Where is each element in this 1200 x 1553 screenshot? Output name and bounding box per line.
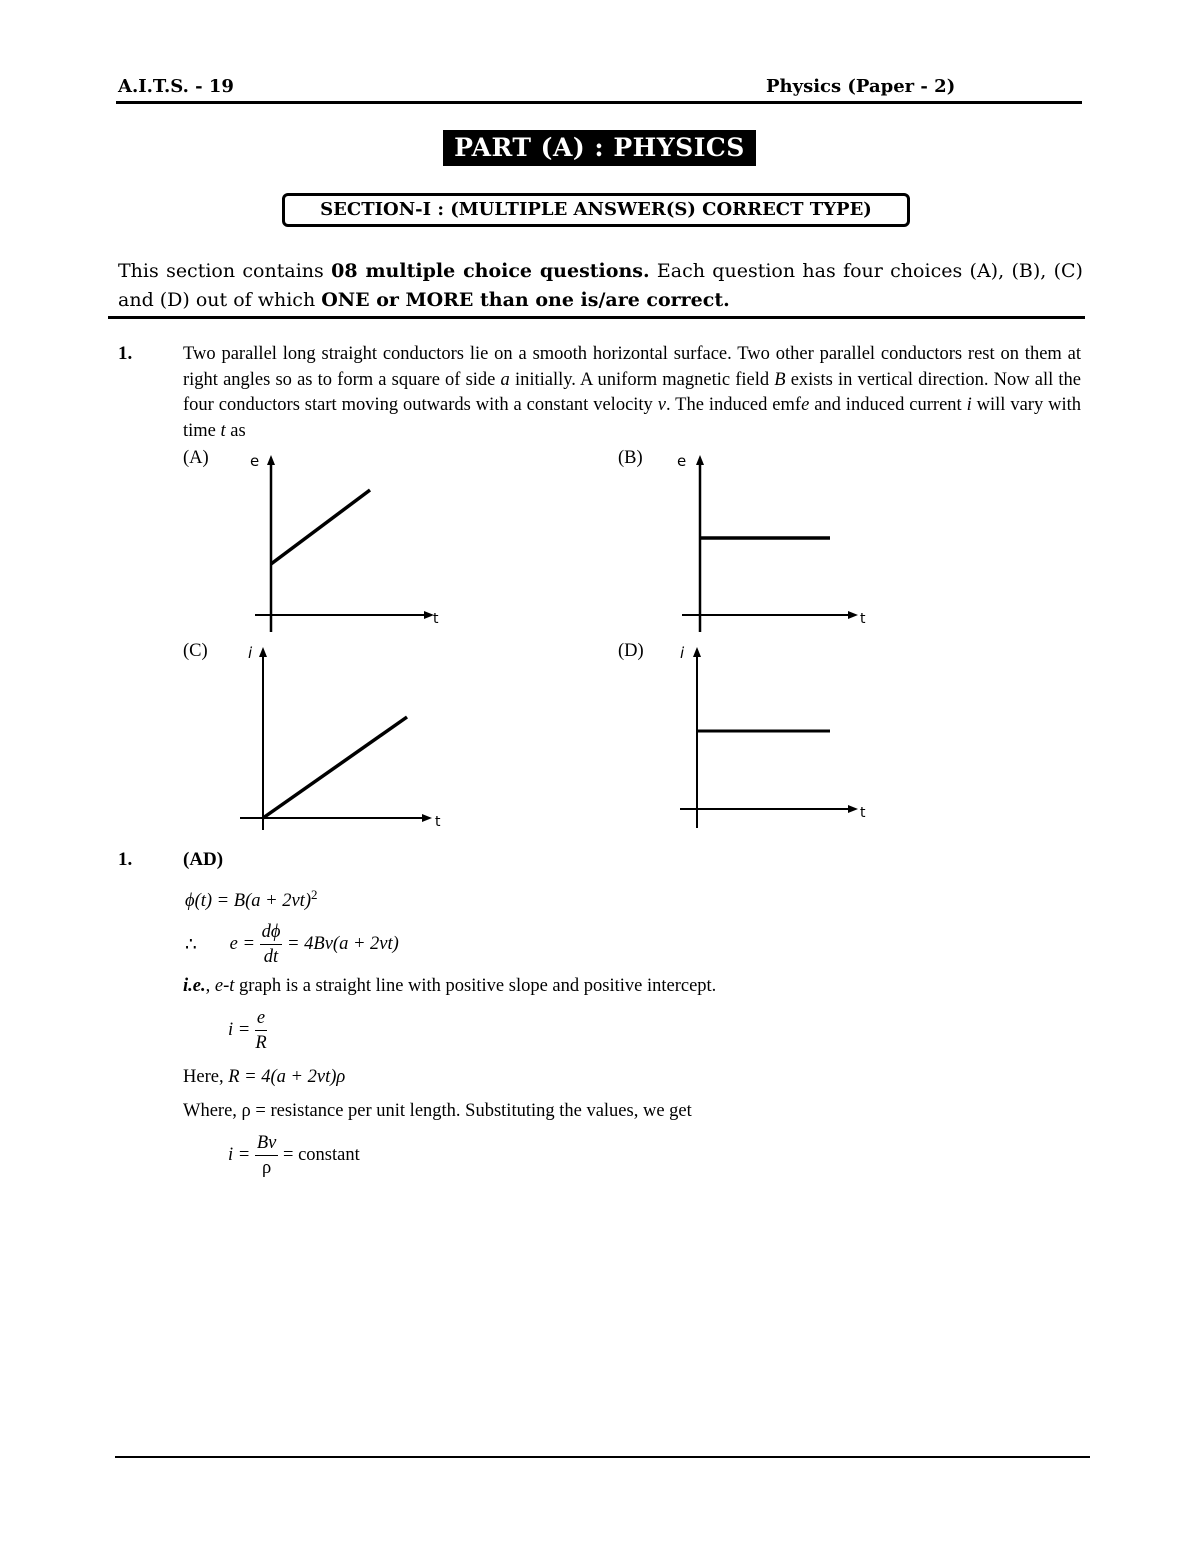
intro-text-2: Each question has four choices (A), (B), (C) and (D) out of which	[118, 260, 1083, 311]
footer-rule	[115, 1456, 1090, 1458]
solution-answer: (AD)	[183, 849, 224, 870]
graph-a	[240, 450, 450, 635]
emf-numerator: dϕ	[260, 920, 283, 945]
final-equation	[228, 1131, 360, 1180]
ie-abbrev: i.e.	[183, 976, 206, 996]
where-line	[183, 1101, 692, 1122]
final-rhs: = constant	[283, 1145, 360, 1165]
graph-c-y-arrow	[259, 647, 267, 657]
q-var-t: t	[220, 420, 226, 441]
option-d-label: (D)	[618, 641, 644, 661]
section-intro	[118, 257, 1083, 315]
graph-d-x-arrow	[848, 805, 858, 813]
graph-b-y-label: e	[677, 452, 687, 470]
option-c-label: (C)	[183, 641, 208, 661]
graph-a-line	[271, 490, 370, 564]
q-text-5: and induced current	[809, 395, 967, 415]
flux-equation	[185, 887, 317, 912]
emf-fraction	[260, 920, 283, 969]
q-text-1: Two parallel long straight conductors lie on a smooth horizontal surface. Two other parallel conductors rest on them at right angles so as to form a square of side	[183, 344, 1081, 390]
q-text-3: exists in vertical direction. Now all the four conductors start moving outwards with a constant velocity	[183, 369, 1081, 415]
final-numerator: Bv	[255, 1131, 279, 1156]
part-title: PART (A) : PHYSICS	[443, 130, 756, 166]
q-text-7: as	[225, 420, 246, 441]
graph-b	[672, 450, 882, 635]
final-denominator: ρ	[262, 1158, 272, 1178]
current-equation	[228, 1006, 267, 1055]
ie-sep: ,	[205, 976, 215, 996]
ie-line	[183, 976, 716, 997]
flux-expr: ϕ(t) = B(a + 2vt)	[185, 891, 311, 912]
solution-number: 1.	[118, 849, 133, 870]
q-var-b: B	[774, 369, 786, 390]
header-right: Physics (Paper - 2)	[766, 76, 956, 97]
question-number: 1.	[118, 343, 133, 364]
q-text-2: initially. A uniform magnetic field	[509, 369, 775, 390]
ie-et: e-t	[214, 976, 235, 996]
graph-c-x-arrow	[422, 814, 432, 822]
question-text	[183, 342, 1081, 444]
current-fraction	[255, 1006, 267, 1055]
graph-d-y-arrow	[693, 647, 701, 657]
current-denominator: R	[255, 1033, 267, 1053]
q-var-v: v	[657, 395, 666, 415]
intro-text-1: This section contains	[118, 260, 332, 282]
section-title: SECTION-I : (MULTIPLE ANSWER(S) CORRECT TYPE)	[282, 193, 910, 227]
therefore-symbol: ∴	[185, 934, 197, 955]
current-lhs: i =	[228, 1020, 251, 1040]
graph-b-x-label: t	[860, 611, 866, 627]
graph-d-y-label: i	[680, 644, 685, 662]
here-line	[183, 1067, 345, 1088]
graph-b-y-arrow	[696, 455, 704, 465]
q-text-4: . The induced emf	[665, 395, 802, 415]
header-left: A.I.T.S. - 19	[118, 76, 234, 97]
graph-a-x-label: t	[433, 611, 439, 627]
flux-exponent: 2	[310, 887, 318, 902]
intro-bold-2: ONE or MORE than one is/are correct.	[321, 289, 730, 311]
emf-denominator: dt	[263, 947, 279, 967]
where-equation: ρ =	[241, 1101, 266, 1121]
q-text-6: will vary with time	[183, 395, 1081, 441]
current-numerator: e	[255, 1006, 267, 1031]
graph-a-y-label: e	[250, 452, 260, 470]
graph-a-y-arrow	[267, 455, 275, 465]
emf-equation	[185, 920, 399, 970]
emf-lhs: e =	[229, 934, 255, 954]
graph-d-x-label: t	[860, 805, 866, 821]
option-a-label: (A)	[183, 448, 209, 468]
intro-rule	[108, 316, 1085, 319]
q-var-e: e	[801, 395, 810, 415]
graph-c	[240, 642, 450, 832]
here-label: Here,	[183, 1067, 229, 1087]
q-var-i: i	[966, 395, 972, 415]
emf-rhs: = 4Bv(a + 2vt)	[287, 934, 399, 954]
here-equation: R = 4(a + 2vt)ρ	[228, 1067, 346, 1087]
graph-c-line	[263, 717, 407, 818]
graph-d	[672, 642, 882, 832]
where-text: resistance per unit length. Substituting the values, we get	[265, 1101, 692, 1121]
final-lhs: i =	[228, 1145, 251, 1165]
where-label: Where,	[183, 1101, 242, 1121]
header-rule	[116, 101, 1082, 104]
ie-text: graph is a straight line with positive slope and positive intercept.	[234, 976, 717, 996]
q-var-a: a	[500, 369, 510, 390]
final-fraction	[255, 1131, 279, 1180]
graph-b-x-arrow	[848, 611, 858, 619]
intro-bold-1: 08 multiple choice questions.	[331, 260, 650, 282]
graph-c-y-label: i	[248, 644, 253, 662]
graph-c-x-label: t	[435, 814, 441, 830]
option-b-label: (B)	[618, 448, 643, 468]
